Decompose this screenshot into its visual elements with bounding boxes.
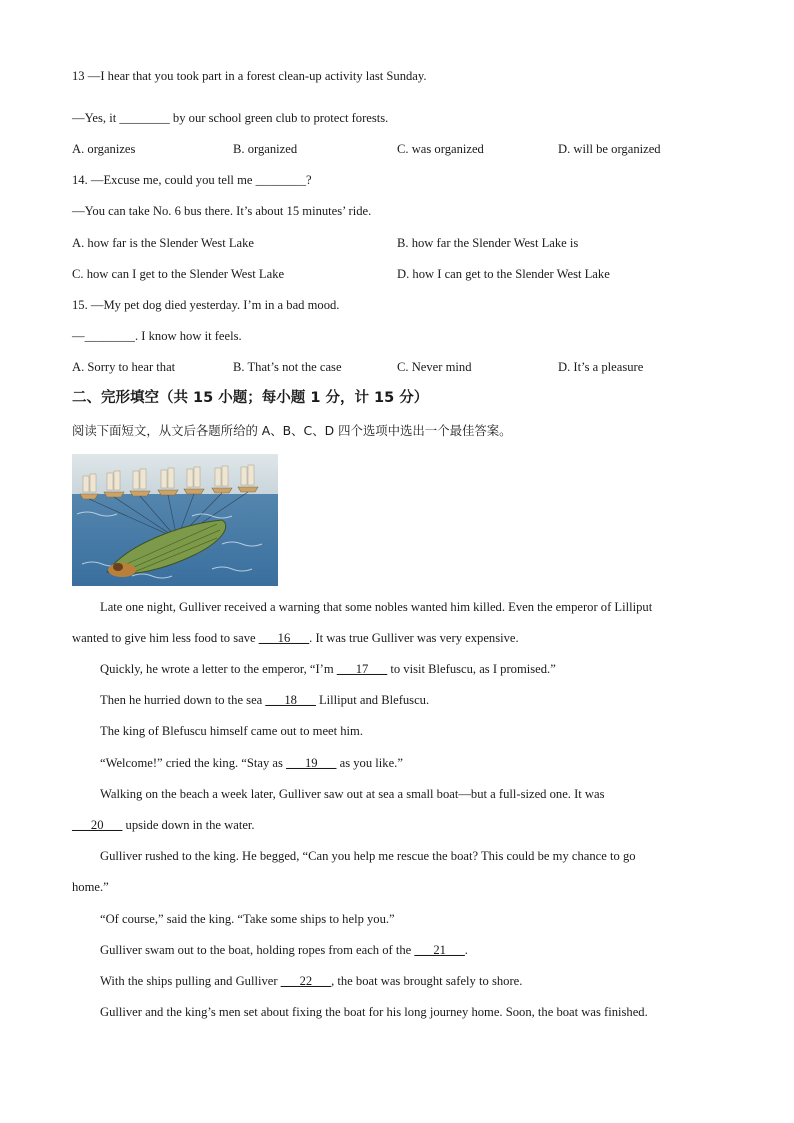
question-15-stem: 15. —My pet dog died yesterday. I’m in a bad mood. [72, 298, 340, 312]
question-13-stem: 13 —I hear that you took part in a forest clean-up activity last Sunday. [72, 69, 427, 83]
q14-option-d: D. how I can get to the Slender West Lake [397, 267, 610, 281]
passage-line-6 [100, 755, 403, 771]
blank-18: ___18___ [265, 693, 316, 707]
q14-option-a: A. how far is the Slender West Lake [72, 236, 255, 250]
passage-text: With the ships pulling and Gulliver [100, 974, 281, 988]
q13-option-b: B. organized [233, 142, 298, 156]
passage-text: to visit Blefuscu, as I promised.” [387, 662, 556, 676]
q14-blank: ________ [255, 173, 306, 187]
passage-text: , the boat was brought safely to shore. [331, 974, 523, 988]
q15-text-before: — [72, 329, 85, 343]
q15-option-a: A. Sorry to hear that [72, 360, 176, 374]
question-13-answer-line [72, 110, 388, 126]
blank-22: ___22___ [280, 974, 332, 988]
q13-blank: ________ [119, 111, 170, 125]
question-14-stem [72, 172, 312, 188]
q14-text-after: ? [306, 173, 312, 187]
passage-line-4 [100, 692, 429, 708]
passage-text: as you like.” [336, 756, 403, 770]
passage-line-14: Gulliver and the king’s men set about fixing the boat for his long journey home. Soon, the boat was finished. [100, 1005, 648, 1019]
q14-option-b: B. how far the Slender West Lake is [397, 236, 579, 250]
q15-option-d: D. It’s a pleasure [558, 360, 644, 374]
section-heading: 二、完形填空（共 15 小题；每小题 1 分，计 15 分） [72, 390, 429, 406]
q15-blank: ________ [84, 329, 135, 343]
section-instruction: 阅读下面短文，从文后各题所给的 A、B、C、D 四个选项中选出一个最佳答案。 [72, 423, 512, 438]
passage-text: wanted to give him less food to save [72, 631, 259, 645]
passage-line-5: The king of Blefuscu himself came out to meet him. [100, 724, 364, 738]
passage-line-12 [100, 942, 468, 958]
q15-option-c: C. Never mind [397, 360, 472, 374]
passage-line-3 [100, 661, 556, 677]
passage-text: upside down in the water. [122, 818, 255, 832]
passage-text: . [464, 943, 468, 957]
passage-line-10: home.” [72, 880, 109, 894]
question-15-answer-line [72, 328, 242, 344]
q14-option-c: C. how can I get to the Slender West Lake [72, 267, 285, 281]
blank-20: ___20___ [72, 818, 123, 832]
passage-text: Lilliput and Blefuscu. [315, 693, 430, 707]
q15-option-b: B. That’s not the case [233, 360, 342, 374]
q15-text-after: . I know how it feels. [134, 329, 242, 343]
q13-option-a: A. organizes [72, 142, 136, 156]
q13-option-d: D. will be organized [558, 142, 661, 156]
blank-19: ___19___ [286, 756, 337, 770]
q13-text-after: by our school green club to protect forests. [169, 111, 389, 125]
passage-line-2 [72, 630, 519, 646]
passage-text: “Welcome!” cried the king. “Stay as [100, 756, 287, 770]
passage-line-7: Walking on the beach a week later, Gulliver saw out at sea a small boat—but a full-sized one. It was [100, 787, 605, 801]
passage-text: Then he hurried down to the sea [100, 693, 266, 707]
blank-21: ___21___ [414, 943, 465, 957]
passage-line-11: “Of course,” said the king. “Take some ships to help you.” [100, 912, 395, 926]
question-14-answer-line: —You can take No. 6 bus there. It’s about 15 minutes’ ride. [72, 204, 372, 218]
q14-text-before: 14. —Excuse me, could you tell me [72, 173, 256, 187]
passage-line-1: Late one night, Gulliver received a warning that some nobles wanted him killed. Even the emperor of Lilliput [100, 600, 653, 614]
blank-16: ___16___ [258, 631, 310, 645]
q13-text-before: —Yes, it [72, 111, 120, 125]
blank-17: ___17___ [336, 662, 388, 676]
passage-text: Gulliver swam out to the boat, holding ropes from each of the [100, 943, 415, 957]
q13-option-c: C. was organized [397, 142, 484, 156]
passage-line-13 [100, 973, 522, 989]
passage-line-9: Gulliver rushed to the king. He begged, “Can you help me rescue the boat? This could be my chance to go [100, 849, 636, 863]
passage-text: . It was true Gulliver was very expensive. [309, 631, 519, 645]
passage-text: Quickly, he wrote a letter to the emperor, “I’m [100, 662, 337, 676]
passage-line-8 [72, 817, 255, 833]
gulliver-boat-illustration [72, 454, 278, 586]
